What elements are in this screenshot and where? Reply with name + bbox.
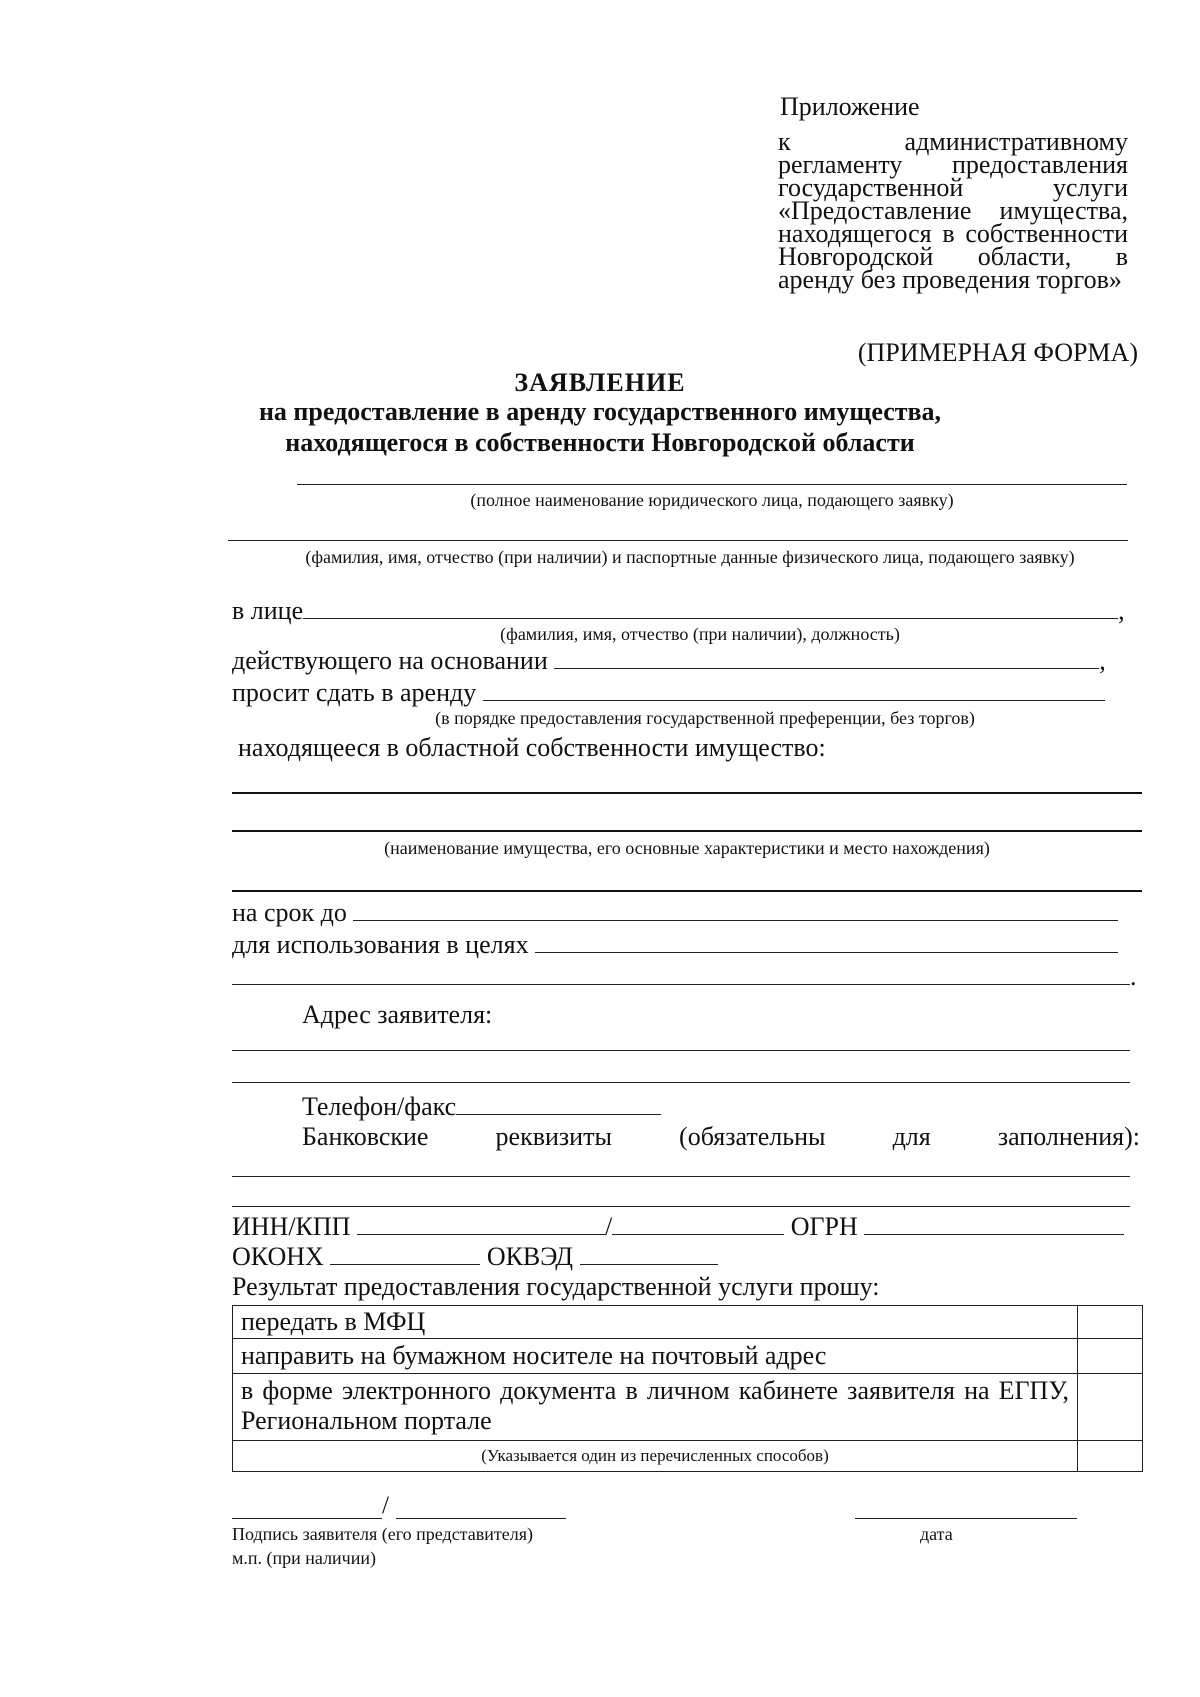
- result-note-empty-cell: [1078, 1441, 1143, 1472]
- signature-field[interactable]: [232, 1518, 382, 1519]
- inn-kpp-label: ИНН/КПП: [232, 1212, 351, 1241]
- acting-basis-label: действующего на основании: [232, 646, 548, 675]
- bank-word-4: для: [892, 1122, 931, 1151]
- result-option-row: [233, 1339, 1143, 1374]
- document-subtitle-line-1: на предоставление в аренду государственного имущества,: [258, 397, 942, 426]
- ogrn-field[interactable]: [864, 1212, 1124, 1235]
- term-label: на срок до: [232, 898, 347, 927]
- date-field[interactable]: [855, 1518, 1077, 1519]
- purpose-row: [232, 930, 1118, 960]
- property-caption: (наименование имущества, его основные характеристики и место нахождения): [384, 838, 990, 858]
- bank-word-3: (обязательны: [679, 1122, 826, 1151]
- property-field-line-1[interactable]: [232, 792, 1142, 794]
- okonh-row: [232, 1242, 718, 1272]
- okved-label: ОКВЭД: [486, 1242, 573, 1271]
- appendix-title: Приложение: [780, 92, 920, 121]
- okonh-field[interactable]: [330, 1242, 480, 1265]
- term-field[interactable]: [353, 898, 1118, 921]
- bank-word-5: заполнения):: [997, 1122, 1140, 1151]
- procedure-caption: (в порядке предоставления государственной преференции, без торгов): [435, 708, 975, 728]
- signature-label: Подпись заявителя (его представителя): [232, 1524, 533, 1544]
- phone-row: [302, 1092, 661, 1122]
- result-option-row: [233, 1374, 1143, 1441]
- represented-by-field[interactable]: [303, 596, 1118, 619]
- lease-request-row: [232, 678, 1105, 708]
- property-field-line-2[interactable]: [232, 830, 1142, 832]
- result-intro: Результат предоставления государственной услуги прошу:: [232, 1272, 880, 1301]
- bank-details-field-line-1[interactable]: [232, 1176, 1130, 1177]
- document-subtitle-line-2: находящегося в собственности Новгородской области: [285, 428, 915, 457]
- phone-label: Телефон/факс: [302, 1092, 457, 1121]
- stamp-label: м.п. (при наличии): [232, 1548, 376, 1568]
- individual-caption: (фамилия, имя, отчество (при наличии) и паспортные данные физического лица, подающего заявку): [305, 547, 1075, 567]
- inn-field[interactable]: [357, 1212, 605, 1235]
- legal-entity-caption: (полное наименование юридического лица, подающего заявку): [470, 490, 954, 510]
- purpose-row-2: [232, 962, 1137, 992]
- lease-request-label: просит сдать в аренду: [232, 678, 477, 707]
- okonh-label: ОКОНХ: [232, 1242, 324, 1271]
- purpose-label: для использования в целях: [232, 930, 529, 959]
- bank-word-1: Банковские: [302, 1122, 429, 1151]
- lease-request-field[interactable]: [483, 678, 1105, 701]
- signature-name-field[interactable]: [396, 1518, 566, 1519]
- result-option-label: передать в МФЦ: [233, 1306, 1078, 1339]
- acting-basis-field[interactable]: [554, 646, 1099, 669]
- represented-by-label: в лице: [232, 596, 304, 625]
- represented-by-row: [232, 596, 1125, 626]
- ogrn-label: ОГРН: [790, 1212, 858, 1241]
- result-option-checkbox-electronic[interactable]: [1078, 1374, 1143, 1441]
- bank-details-field-line-2[interactable]: [232, 1206, 1130, 1207]
- signature-slash: /: [382, 1492, 389, 1519]
- result-options-table: [232, 1305, 1143, 1472]
- address-field-line-1[interactable]: [232, 1050, 1130, 1051]
- date-label: дата: [920, 1524, 953, 1544]
- represented-by-comma: ,: [1118, 596, 1125, 625]
- person-caption: (фамилия, имя, отчество (при наличии), должность): [500, 624, 900, 644]
- result-note-row: [233, 1441, 1143, 1472]
- purpose-period: .: [1130, 962, 1137, 991]
- result-note: (Указывается один из перечисленных способов): [233, 1441, 1078, 1472]
- acting-basis-comma: ,: [1099, 646, 1106, 675]
- kpp-field[interactable]: [612, 1212, 784, 1235]
- document-title: ЗАЯВЛЕНИЕ: [514, 368, 686, 397]
- phone-field[interactable]: [456, 1092, 661, 1115]
- purpose-field[interactable]: [535, 930, 1118, 953]
- address-label: Адрес заявителя:: [302, 1000, 493, 1029]
- property-field-line-3[interactable]: [232, 890, 1142, 892]
- acting-basis-row: [232, 646, 1106, 676]
- inn-kpp-slash: /: [604, 1212, 613, 1241]
- result-option-row: [233, 1306, 1143, 1339]
- appendix-body: к административному регламенту предоставления государственной услуги «Предоставление имущества, находящегося в собственности Новгородской области, в аренду без проведения торгов»: [778, 127, 1128, 294]
- document-subtitle: [0, 396, 1200, 458]
- inn-row: [232, 1212, 1124, 1242]
- okved-field[interactable]: [580, 1242, 718, 1265]
- legal-entity-name-field[interactable]: [297, 484, 1127, 485]
- form-type-label: (ПРИМЕРНАЯ ФОРМА): [857, 338, 1138, 367]
- property-intro: находящееся в областной собственности имущество:: [238, 733, 826, 762]
- individual-data-field[interactable]: [228, 540, 1128, 541]
- bank-details-label: [302, 1122, 1140, 1152]
- address-field-line-2[interactable]: [232, 1082, 1130, 1083]
- purpose-field-2[interactable]: [232, 962, 1130, 985]
- term-row: [232, 898, 1118, 928]
- result-option-label: направить на бумажном носителе на почтовый адрес: [233, 1339, 1078, 1374]
- result-option-checkbox-post[interactable]: [1078, 1339, 1143, 1374]
- result-option-label: в форме электронного документа в личном кабинете заявителя на ЕГПУ, Региональном портале: [233, 1374, 1078, 1441]
- result-option-checkbox-mfc[interactable]: [1078, 1306, 1143, 1339]
- bank-word-2: реквизиты: [495, 1122, 612, 1151]
